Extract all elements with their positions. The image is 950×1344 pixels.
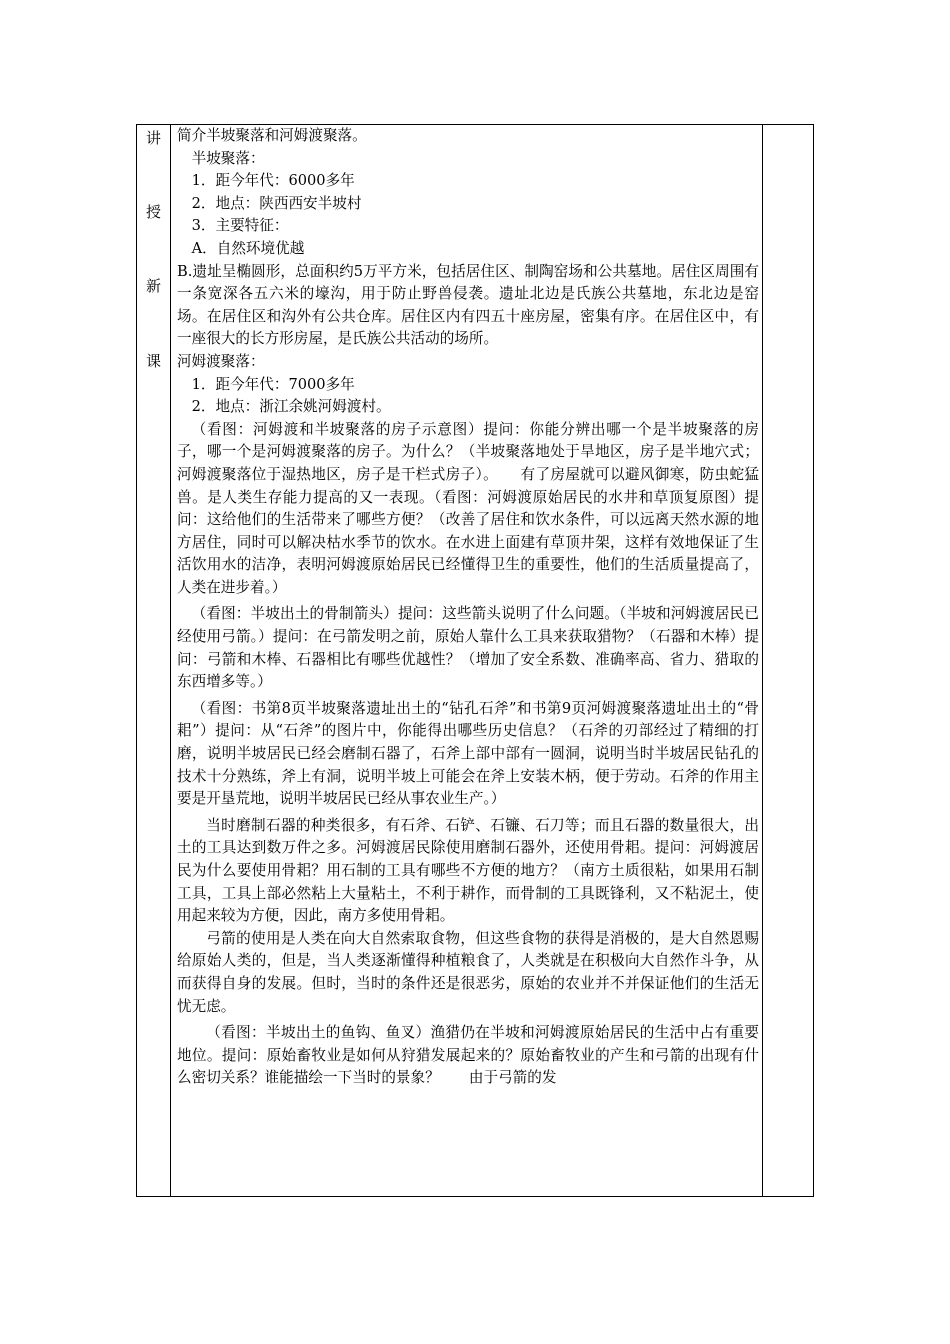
- list-item: 1．距今年代：6000多年: [191, 172, 355, 190]
- lesson-content: [177, 125, 759, 1090]
- paragraph-stone-tools: 当时磨制石器的种类很多，有石斧、石铲、石镰、石刀等；而且石器的数量很大，出土的工具达到数万件之多。河姆渡居民除使用磨制石器外，还使用骨耜。提问：河姆渡居民为什么要使用骨耜？用石制的工具有哪些不方便的地方？（南方土质很粘，如果用石制工具，工具上部必然粘上大量粘土，不利于耕作，而骨制的工具既锋利，又不粘泥土，使用起来较为方便，因此，南方多使用骨耜。: [177, 816, 759, 925]
- paragraph-stone-axe: （看图：书第8页半坡聚落遗址出土的“钻孔石斧”和书第9页河姆渡聚落遗址出土的“骨耜”）提问：从“石斧”的图片中，你能得出哪些历史信息？（石斧的刃部经过了精细的打磨，说明半坡居民已经会磨制石器了，石斧上部中部有一圆洞，说明当时半坡居民钻孔的技术十分熟练，斧上有洞，说明半坡上可能会在斧上安装木柄，便于劳动。石斧的作用主要是开垦荒地，说明半坡居民已经从事农业生产。）: [177, 699, 759, 808]
- list-item: A．自然环境优越: [191, 239, 305, 257]
- list-item: 3．主要特征：: [191, 217, 289, 235]
- section-label-char: 新: [145, 277, 161, 295]
- paragraph-fishing: （看图：半坡出土的鱼钩、鱼叉）渔猎仍在半坡和河姆渡原始居民的生活中占有重要地位。提问：原始畜牧业是如何从狩猎发展起来的？原始畜牧业的产生和弓箭的出现有什么密切关系？谁能描绘一下当时的景象？ 由于弓箭的发: [177, 1024, 759, 1087]
- heading-hemudu: 河姆渡聚落：: [177, 352, 265, 370]
- paragraph-arrows: （看图：半坡出土的骨制箭头）提问：这些箭头说明了什么问题。（半坡和河姆渡居民已经使用弓箭。）提问：在弓箭发明之前，原始人靠什么工具来获取猎物？（石器和木棒）提问：弓箭和木棒、石器相比有哪些优越性？（增加了安全系数、准确率高、省力、猎取的东西增多等。）: [177, 605, 759, 691]
- column-divider-left: [170, 125, 171, 1196]
- list-item: 1．距今年代：7000多年: [191, 375, 355, 393]
- paragraph-banpo-features: B.遗址呈椭圆形，总面积约5万平方米，包括居住区、制陶窑场和公共墓地。居住区周围有一条宽深各五六米的壕沟，用于防止野兽侵袭。遗址北边是氏族公共墓地，东北边是窑场。在居住区和沟外有公共仓库。居住区内有四五十座房屋，密集有序。在居住区中，有一座很大的长方形房屋，是氏族公共活动的场所。: [177, 262, 759, 348]
- section-label-char: 讲: [145, 129, 161, 147]
- heading-banpo: 半坡聚落：: [191, 149, 265, 167]
- list-item: 2．地点：浙江余姚河姆渡村。: [191, 398, 391, 416]
- paragraph-bow: 弓箭的使用是人类在向大自然索取食物，但这些食物的获得是消极的，是大自然恩赐给原始人类的，但是，当人类逐渐懂得种植粮食了，人类就是在积极向大自然作斗争，从而获得自身的发展。但时，当时的条件还是很恶劣，原始的农业并不并保证他们的生活无忧无虑。: [177, 929, 759, 1015]
- section-label-char: 授: [145, 203, 161, 221]
- paragraph-intro: 简介半坡聚落和河姆渡聚落。: [177, 127, 367, 144]
- lesson-table: [136, 124, 814, 1197]
- list-item: 2．地点：陕西西安半坡村: [191, 194, 362, 212]
- section-label-char: 课: [145, 352, 161, 370]
- paragraph-houses: （看图：河姆渡和半坡聚落的房子示意图）提问：你能分辨出哪一个是半坡聚落的房子，哪一个是河姆渡聚落的房子。为什么？（半坡聚落地处于旱地区，房子是半地穴式；河姆渡聚落位于湿热地区，房子是干栏式房子）。 有了房屋就可以避风御寒，防虫蛇猛兽。是人类生存能力提高的又一表现。（看图：河姆渡原始居民的水井和草顶复原图）提问：这给他们的生活带来了哪些方便？（改善了居住和饮水条件，可以远离天然水源的地方居住，同时可以解决枯水季节的饮水。在水进上面建有草顶井架，这样有效地保证了生活饮用水的洁净，表明河姆渡原始居民已经懂得卫生的重要性，他们的生活质量提高了，人类在进步着。）: [177, 420, 759, 596]
- column-divider-right: [762, 125, 763, 1196]
